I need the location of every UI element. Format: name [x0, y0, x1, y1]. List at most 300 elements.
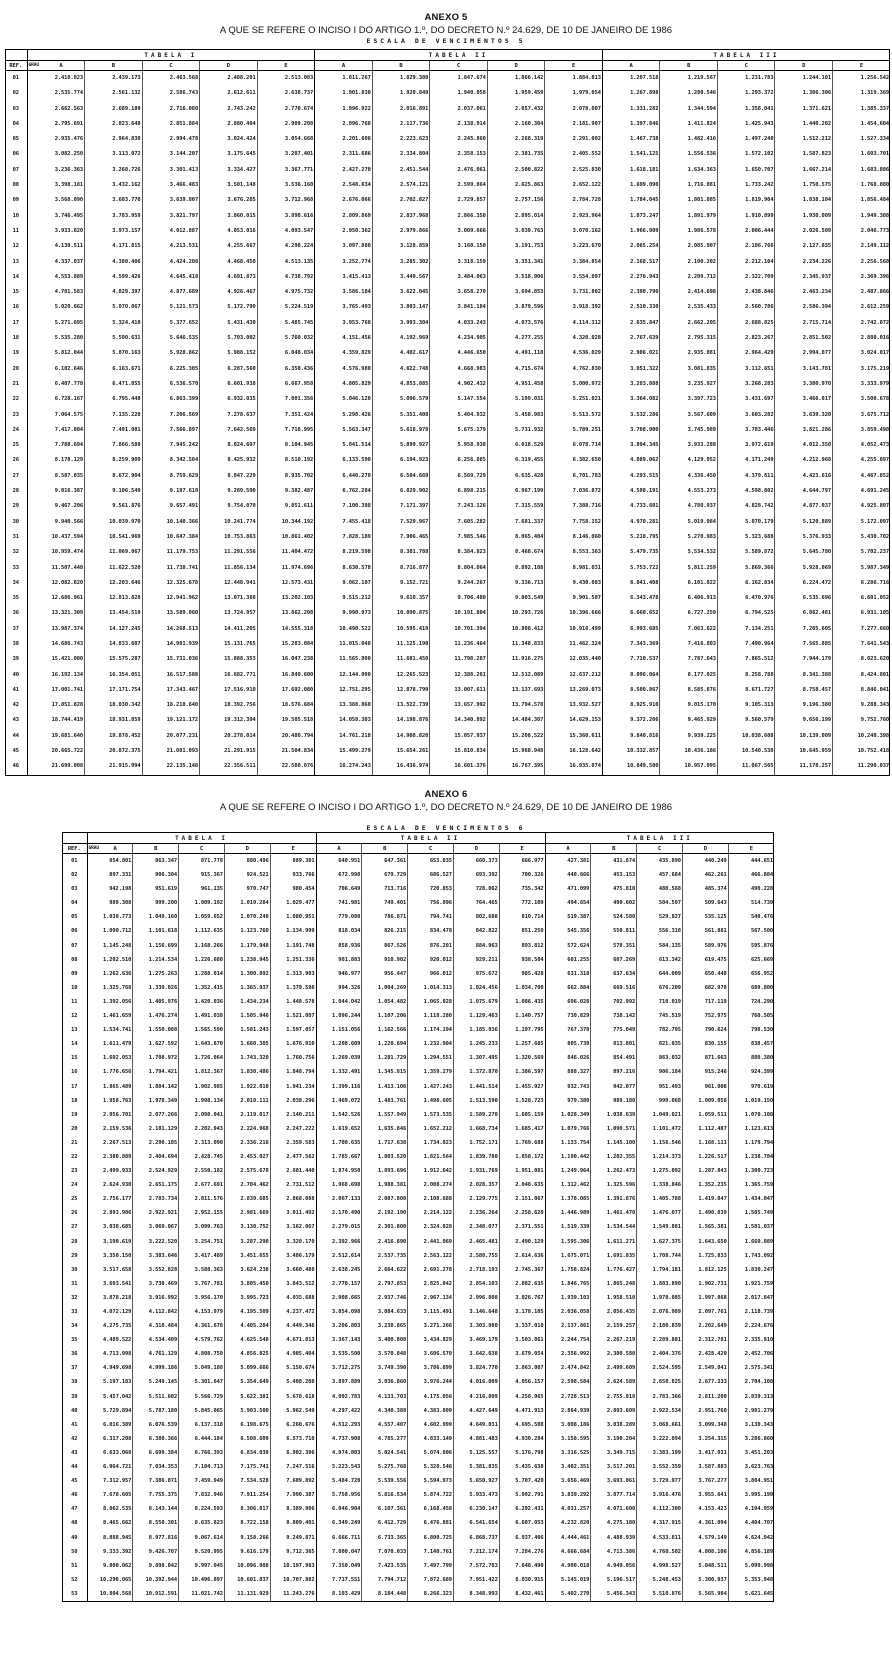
table-row — [5, 484, 890, 499]
salary-value: 851.250 — [499, 924, 545, 938]
salary-value: 1.490.839 — [682, 1206, 728, 1220]
salary-value: 679.729 — [362, 868, 408, 882]
salary-value: 1.325.768 — [87, 981, 133, 995]
salary-value: 2.117.736 — [372, 117, 430, 132]
salary-value: 1.156.546 — [637, 1136, 683, 1150]
salary-value: 3.804.951 — [728, 1474, 774, 1488]
salary-value: 1.038.639 — [591, 1108, 637, 1122]
salary-value: 1.219.567 — [660, 71, 718, 87]
salary-value: 11.856.134 — [200, 561, 258, 576]
salary-value: 15.654.261 — [372, 744, 430, 759]
salary-value: 1.245.233 — [453, 1037, 499, 1051]
salary-value: 1.811.267 — [315, 71, 373, 87]
column-letter: C — [744, 62, 748, 69]
salary-value: 4.449.346 — [270, 1319, 316, 1333]
salary-value: 3.397.723 — [660, 392, 718, 407]
salary-value: 1.483.761 — [362, 1094, 408, 1108]
table-row — [62, 1080, 774, 1094]
ref-column-header: REF. — [62, 844, 87, 854]
salary-value: 6.504.669 — [372, 469, 430, 484]
salary-value: 5.353.948 — [728, 1573, 774, 1587]
salary-value: 2.245.860 — [430, 132, 488, 147]
salary-value: 3.207.401 — [257, 147, 315, 162]
ref-number: 25 — [71, 1196, 78, 1203]
salary-value: 1.231.783 — [717, 71, 775, 87]
salary-value: 4.258.965 — [499, 1390, 545, 1404]
salary-value: 653.835 — [408, 854, 454, 869]
salary-value: 4.536.029 — [545, 346, 603, 361]
salary-value: 1.476.077 — [637, 1206, 683, 1220]
salary-value: 3.143.781 — [775, 362, 833, 377]
salary-value: 1.379.598 — [270, 981, 316, 995]
salary-value: 4.780.937 — [660, 499, 718, 514]
grade-column-header — [499, 844, 545, 854]
salary-value: 14.908.820 — [372, 729, 430, 744]
annex5-title: ANEXO 5 — [424, 12, 468, 23]
salary-value: 595.876 — [728, 939, 774, 953]
salary-value: 3.898.616 — [257, 209, 315, 224]
salary-value: 22.135.148 — [142, 759, 200, 775]
salary-value: 3.765.493 — [315, 300, 373, 315]
salary-value: 7.205.605 — [775, 622, 833, 637]
salary-value: 5.988.152 — [200, 346, 258, 361]
salary-value: 12.203.646 — [85, 576, 143, 591]
salary-value: 1.123.613 — [728, 1122, 774, 1136]
salary-value: 3.675.712 — [833, 408, 891, 423]
salary-value: 5.513.572 — [545, 408, 603, 423]
salary-value: 961.135 — [179, 882, 225, 896]
salary-value: 9.106.549 — [85, 484, 143, 499]
salary-value: 14.629.153 — [545, 713, 603, 728]
salary-value: 7.416.803 — [660, 637, 718, 652]
salary-value: 1.202.510 — [87, 953, 133, 967]
table-row — [62, 924, 774, 938]
salary-value: 16.849.600 — [257, 668, 315, 683]
salary-value: 9.940.566 — [27, 515, 85, 530]
ref-number: 31 — [12, 533, 19, 540]
salary-value: 6.041.408 — [602, 576, 660, 591]
salary-value: 2.767.639 — [602, 331, 660, 346]
salary-value: 3.993.304 — [372, 316, 430, 331]
salary-value: 3.334.427 — [200, 163, 258, 178]
salary-value: 764.465 — [453, 896, 499, 910]
salary-value: 6.476.881 — [408, 1516, 454, 1530]
salary-value: 4.380.406 — [85, 255, 143, 270]
salary-value: 1.716.081 — [660, 178, 718, 193]
salary-value: 2.638.245 — [316, 1263, 362, 1277]
ref-number: 24 — [12, 426, 19, 433]
salary-value: 2.635.847 — [602, 316, 660, 331]
salary-value: 17.171.754 — [85, 683, 143, 698]
salary-value: 8.259.909 — [85, 453, 143, 468]
grau-label: GRAU — [88, 845, 99, 851]
salary-value: 1.070.108 — [728, 1108, 774, 1122]
salary-value: 2.223.623 — [372, 132, 430, 147]
salary-value: 5.019.984 — [660, 515, 718, 530]
salary-value: 15.057.937 — [430, 729, 488, 744]
salary-value: 2.348.077 — [453, 1220, 499, 1234]
salary-value: 5.301.647 — [179, 1375, 225, 1389]
salary-value: 2.967.134 — [408, 1291, 454, 1305]
salary-value: 676.209 — [637, 981, 683, 995]
salary-value: 5.249.145 — [133, 1375, 179, 1389]
salary-value: 2.662.563 — [27, 102, 85, 117]
salary-value: 2.127.835 — [775, 239, 833, 254]
salary-value: 3.518.906 — [487, 270, 545, 285]
ref-number: 49 — [71, 1534, 78, 1541]
ref-number: 53 — [62, 1587, 87, 1602]
salary-value: 4.093.547 — [257, 224, 315, 239]
salary-value: 4.926.467 — [200, 285, 258, 300]
column-letter: D — [245, 845, 249, 852]
salary-value: 2.839.313 — [728, 1390, 774, 1404]
salary-value: 8.024.697 — [200, 438, 258, 453]
salary-value: 6.932.035 — [200, 392, 258, 407]
salary-value: 2.854.103 — [453, 1277, 499, 1291]
grade-column-header — [257, 61, 315, 71]
salary-value: 4.232.820 — [545, 1516, 591, 1530]
salary-value: 2.026.509 — [775, 224, 833, 239]
salary-value: 8.177.025 — [660, 668, 718, 683]
salary-value: 3.286.860 — [728, 1432, 774, 1446]
salary-value: 12.082.820 — [27, 576, 85, 591]
table-row — [5, 606, 890, 621]
table-row — [5, 255, 890, 270]
salary-value: 5.928.862 — [142, 346, 200, 361]
ref-number: 38 — [71, 1379, 78, 1386]
salary-value: 1.505.946 — [224, 1009, 270, 1023]
ref-number: 17 — [71, 1083, 78, 1090]
salary-value: 4.489.522 — [87, 1333, 133, 1347]
salary-value: 1.405.788 — [637, 1192, 683, 1206]
table-row — [62, 1249, 774, 1263]
salary-value: 6.701.783 — [545, 469, 603, 484]
ref-number: 28 — [12, 488, 19, 495]
table-row — [5, 331, 890, 346]
salary-value: 2.499.609 — [591, 1361, 637, 1375]
salary-value: 2.065.254 — [602, 239, 660, 254]
salary-value: 4.405.284 — [224, 1319, 270, 1333]
salary-value: 1.427.243 — [408, 1080, 454, 1094]
salary-value: 5.323.688 — [717, 530, 775, 545]
column-letter: B — [111, 62, 115, 69]
salary-value: 9.616.179 — [224, 1545, 270, 1559]
salary-value: 4.320.028 — [545, 331, 603, 346]
salary-value: 4.151.456 — [315, 331, 373, 346]
grade-column-header — [362, 844, 408, 854]
salary-value: 1.208.609 — [316, 1037, 362, 1051]
salary-value: 1.151.056 — [316, 1023, 362, 1037]
salary-value: 5.121.573 — [142, 300, 200, 315]
salary-value: 6.863.399 — [142, 392, 200, 407]
salary-value: 4.468.450 — [200, 255, 258, 270]
salary-value: 10.541.969 — [85, 530, 143, 545]
table-row — [5, 408, 890, 423]
salary-value: 2.614.636 — [499, 1249, 545, 1263]
ref-number: 37 — [12, 625, 19, 632]
salary-value: 1.652.212 — [408, 1122, 454, 1136]
salary-value: 4.999.186 — [133, 1361, 179, 1375]
salary-value: 5.074.806 — [408, 1446, 454, 1460]
salary-value: 5.485.745 — [257, 316, 315, 331]
salary-value: 1.830.247 — [728, 1263, 774, 1277]
salary-value: 706.649 — [316, 882, 362, 896]
salary-value: 1.902.731 — [682, 1277, 728, 1291]
salary-value: 1.232.904 — [408, 1037, 454, 1051]
table-row — [5, 132, 890, 147]
salary-value: 2.160.304 — [487, 117, 545, 132]
salary-value: 4.738.792 — [257, 270, 315, 285]
salary-value: 8.804.064 — [430, 561, 488, 576]
salary-value: 12.512.089 — [487, 668, 545, 683]
salary-value: 6.319.455 — [487, 453, 545, 468]
salary-value: 9.465.929 — [660, 713, 718, 728]
salary-value: 1.256.542 — [833, 71, 891, 87]
salary-value: 1.595.306 — [545, 1235, 591, 1249]
salary-value: 2.168.517 — [602, 255, 660, 270]
salary-value: 7.944.179 — [775, 652, 833, 667]
salary-value: 2.512.614 — [316, 1249, 362, 1263]
salary-value: 444.651 — [728, 854, 774, 869]
salary-value: 5.096.579 — [372, 392, 430, 407]
salary-value: 9.062.107 — [315, 576, 373, 591]
salary-value: 2.477.562 — [270, 1150, 316, 1164]
salary-value: 535.125 — [682, 910, 728, 924]
salary-value: 2.037.061 — [430, 102, 488, 117]
salary-value: 7.350.049 — [316, 1559, 362, 1573]
grade-column-header — [27, 61, 85, 71]
salary-value: 519.387 — [545, 910, 591, 924]
grade-column-header — [602, 61, 660, 71]
salary-value: 741.981 — [316, 896, 362, 910]
salary-value: 6.535.696 — [775, 591, 833, 606]
salary-value: 9.515.212 — [315, 591, 373, 606]
salary-value: 2.334.804 — [372, 147, 430, 162]
salary-value: 2.561.132 — [85, 86, 143, 101]
salary-value: 6.412.729 — [362, 1516, 408, 1530]
salary-value: 2.535.774 — [27, 86, 85, 101]
annex5-salary-table — [5, 49, 890, 776]
salary-value: 2.404.694 — [133, 1150, 179, 1164]
table-row — [62, 896, 774, 910]
salary-value: 2.598.584 — [545, 1375, 591, 1389]
salary-value: 4.237.472 — [270, 1305, 316, 1319]
table-row — [62, 1418, 774, 1432]
salary-value: 3.318.159 — [430, 255, 488, 270]
salary-value: 7.906.465 — [372, 530, 430, 545]
salary-value: 6.230.147 — [453, 1502, 499, 1516]
salary-value: 5.125.557 — [453, 1446, 499, 1460]
salary-value: 3.749.390 — [362, 1361, 408, 1375]
table-row — [5, 744, 890, 759]
salary-value: 5.758.956 — [316, 1488, 362, 1502]
column-letter: D — [703, 845, 707, 852]
salary-value: 1.627.375 — [637, 1235, 683, 1249]
salary-value: 13.589.060 — [142, 606, 200, 621]
salary-value: 2.689.189 — [85, 102, 143, 117]
salary-value: 7.828.189 — [315, 530, 373, 545]
salary-value: 14.761.218 — [315, 729, 373, 744]
salary-value: 735.342 — [499, 882, 545, 896]
table-row — [62, 1220, 774, 1234]
salary-value: 3.500.678 — [833, 392, 891, 407]
salary-value: 11.404.472 — [257, 545, 315, 560]
salary-value: 3.383.199 — [637, 1446, 683, 1460]
salary-value: 5.646.535 — [142, 331, 200, 346]
column-letter: B — [154, 845, 158, 852]
salary-value: 7.717.551 — [316, 1573, 362, 1587]
salary-value: 6.536.570 — [142, 377, 200, 392]
column-letter: E — [284, 62, 288, 69]
salary-value: 14.198.876 — [372, 713, 430, 728]
annex5-scale: ESCALA DE VENCIMENTOS 5 — [366, 37, 526, 45]
salary-value: 8.258.788 — [717, 668, 775, 683]
salary-value: 9.851.611 — [257, 499, 315, 514]
table-row — [5, 193, 890, 208]
salary-value: 6.635.428 — [487, 469, 545, 484]
table-row — [62, 1164, 774, 1178]
salary-value: 1.133.754 — [545, 1136, 591, 1150]
salary-value: 19.312.394 — [200, 713, 258, 728]
salary-value: 3.081.835 — [660, 362, 718, 377]
salary-value: 5.789.251 — [545, 423, 603, 438]
grade-column-header — [224, 844, 270, 854]
salary-value: 3.783.959 — [85, 209, 143, 224]
salary-value: 752.975 — [682, 1009, 728, 1023]
grade-column-header — [85, 61, 143, 71]
salary-value: 1.581.243 — [224, 1023, 270, 1037]
salary-value: 4.194.959 — [728, 1502, 774, 1516]
salary-value: 2.676.066 — [315, 193, 373, 208]
salary-value: 5.702.237 — [833, 545, 891, 560]
salary-value: 805.739 — [545, 1037, 591, 1051]
salary-value: 8.635.823 — [179, 1516, 225, 1530]
salary-value: 980.454 — [270, 882, 316, 896]
salary-value: 2.797.853 — [362, 1277, 408, 1291]
salary-value: 15.810.834 — [430, 744, 488, 759]
table-row — [5, 622, 890, 637]
salary-value: 989.180 — [591, 1094, 637, 1108]
salary-value: 9.382.487 — [257, 484, 315, 499]
grade-column-header — [591, 844, 637, 854]
salary-value: 1.044.042 — [316, 995, 362, 1009]
salary-value: 13.007.611 — [430, 683, 488, 698]
salary-value: 8.023.620 — [833, 652, 891, 667]
salary-value: 3.767.781 — [179, 1277, 225, 1291]
salary-value: 12.573.431 — [257, 576, 315, 591]
salary-value: 1.619.652 — [316, 1122, 362, 1136]
salary-value: 3.351.341 — [487, 255, 545, 270]
salary-value: 4.072.129 — [87, 1305, 133, 1319]
salary-value: 6.993.685 — [602, 622, 660, 637]
table-row — [62, 995, 774, 1009]
ref-number: 10 — [71, 984, 78, 991]
salary-value: 3.660.488 — [270, 1263, 316, 1277]
salary-value: 2.291.002 — [545, 132, 603, 147]
salary-value: 2.181.907 — [545, 117, 603, 132]
salary-value: 2.537.735 — [362, 1249, 408, 1263]
salary-value: 1.856.484 — [833, 193, 891, 208]
salary-value: 435.890 — [637, 854, 683, 869]
salary-value: 1.683.886 — [833, 163, 891, 178]
salary-value: 1.941.234 — [270, 1080, 316, 1094]
salary-value: 5.024.541 — [362, 1446, 408, 1460]
salary-value: 1.519.339 — [545, 1220, 591, 1234]
salary-value: 1.090.712 — [87, 924, 133, 938]
salary-value: 1.785.667 — [316, 1150, 362, 1164]
salary-value: 5.376.933 — [775, 530, 833, 545]
table-row — [5, 86, 890, 101]
salary-value: 4.112.300 — [637, 1502, 683, 1516]
salary-value: 1.049.021 — [637, 1108, 683, 1122]
ref-number: 40 — [71, 1407, 78, 1414]
grade-column-header — [316, 844, 362, 854]
salary-value: 2.880.016 — [833, 331, 891, 346]
table-row — [62, 854, 774, 869]
table-row — [62, 1009, 774, 1023]
salary-value: 906.184 — [637, 1065, 683, 1079]
salary-value: 2.137.861 — [545, 1319, 591, 1333]
salary-value: 8.065.404 — [487, 530, 545, 545]
column-letter: C — [456, 62, 461, 69]
salary-value: 2.601.440 — [270, 1164, 316, 1178]
salary-value: 1.959.459 — [487, 86, 545, 101]
salary-value: 3.933.288 — [660, 438, 718, 453]
salary-value: 2.414.698 — [660, 285, 718, 300]
salary-value: 640.951 — [316, 854, 362, 869]
salary-value: 4.216.809 — [453, 1390, 499, 1404]
salary-value: 4.666.684 — [545, 1545, 591, 1559]
salary-value: 494.654 — [545, 896, 591, 910]
salary-value: 7.951.422 — [453, 1573, 499, 1587]
grade-column-header — [660, 61, 718, 71]
salary-value: 1.572.102 — [717, 147, 775, 162]
salary-value: 15.575.287 — [85, 652, 143, 667]
salary-value: 818.034 — [316, 924, 362, 938]
salary-value: 10.392.944 — [133, 1573, 179, 1587]
salary-value: 10.496.897 — [179, 1573, 225, 1587]
ref-number: 27 — [71, 1224, 78, 1231]
salary-value: 3.099.763 — [179, 1220, 225, 1234]
salary-value: 4.175.056 — [408, 1390, 454, 1404]
salary-value: 490.228 — [728, 882, 774, 896]
salary-value: 8.847.229 — [200, 469, 258, 484]
salary-value: 2.893.609 — [591, 1404, 637, 1418]
salary-value: 1.293.372 — [717, 86, 775, 101]
salary-value: 2.548.634 — [315, 178, 373, 193]
salary-value: 9.560.579 — [717, 713, 775, 728]
salary-value: 3.570.848 — [362, 1347, 408, 1361]
salary-value: 3.658.270 — [430, 285, 488, 300]
salary-value: 6.728.167 — [27, 392, 85, 407]
salary-value: 15.283.084 — [257, 637, 315, 652]
salary-value: 3.466.017 — [775, 392, 833, 407]
salary-value: 2.755.818 — [591, 1390, 637, 1404]
salary-value: 1.846.765 — [545, 1277, 591, 1291]
salary-value: 802.688 — [453, 910, 499, 924]
salary-value: 1.086.435 — [499, 995, 545, 1009]
salary-value: 20.665.722 — [27, 744, 85, 759]
salary-value: 613.342 — [637, 953, 683, 967]
grade-column-header — [487, 61, 545, 71]
column-letter: A — [59, 62, 63, 69]
salary-value: 1.847.674 — [430, 71, 488, 87]
grade-column-header — [833, 61, 891, 71]
salary-value: 545.356 — [545, 924, 591, 938]
salary-value: 1.191.748 — [270, 939, 316, 953]
salary-value: 7.945.242 — [142, 438, 200, 453]
salary-value: 19.505.518 — [257, 713, 315, 728]
